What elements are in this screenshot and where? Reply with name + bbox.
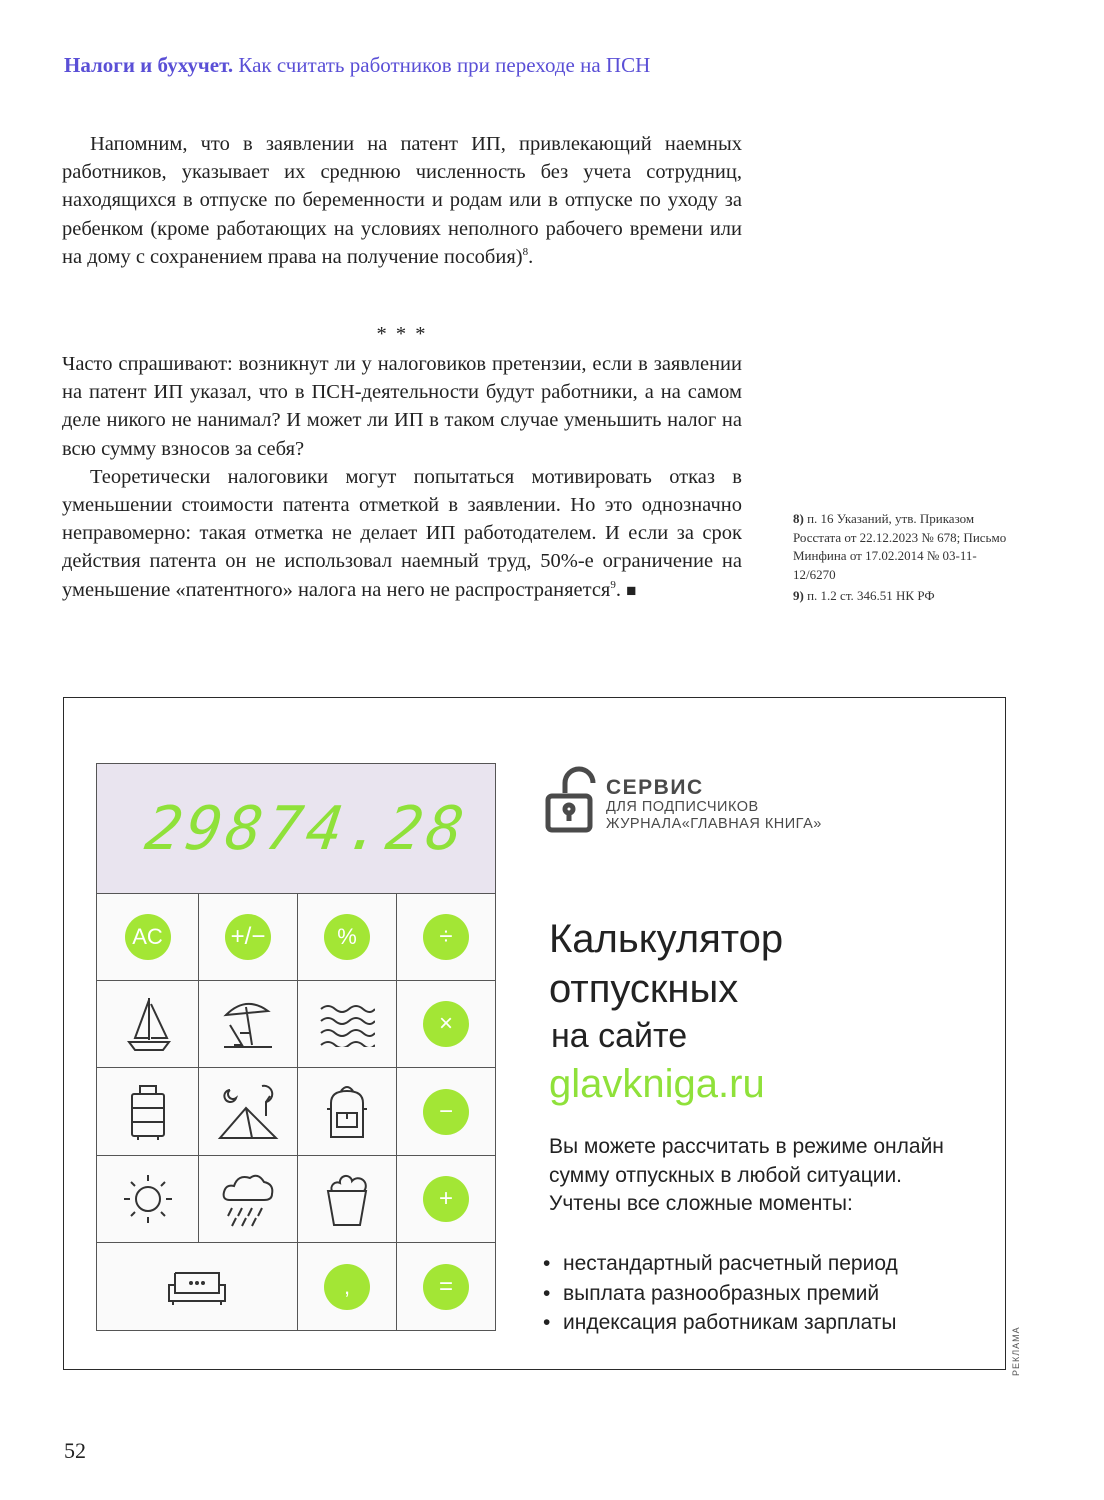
sofa-icon <box>97 1243 298 1330</box>
sailboat-icon <box>97 981 199 1068</box>
key-multiply[interactable]: × <box>397 981 495 1068</box>
ad-site-link[interactable]: glavkniga.ru <box>549 1062 765 1106</box>
article-text-bottom <box>62 350 742 605</box>
paragraph-2: Часто спрашивают: возникнут ли у налоговиков претензии, если в заявлении на патент ИП указал, что в ПСН-деятельности будут работники, а на самом деле никого не нанимал? И может ли ИП в таком случае уменьшить налог на всю сумму взносов за себя? <box>62 353 742 460</box>
footnotes <box>793 510 1008 609</box>
beach-umbrella-icon <box>199 981 298 1068</box>
calculator-display <box>97 764 495 894</box>
header-section: Налоги и бухучет. <box>64 53 234 77</box>
list-item: • выплата разнообразных премий <box>543 1279 898 1309</box>
footnote-9: 9) п. 1.2 ст. 346.51 НК РФ <box>793 588 935 603</box>
suitcase-icon <box>97 1068 199 1156</box>
page-number: 52 <box>64 1438 86 1463</box>
lock-icon <box>545 763 599 839</box>
service-title: СЕРВИС <box>606 776 704 799</box>
ad-bullet-list <box>543 1249 898 1338</box>
key-divide[interactable]: ÷ <box>397 893 495 981</box>
key-ac[interactable]: AC <box>97 893 199 981</box>
footnote-8: 8) п. 16 Указаний, утв. Приказом Росстата от 22.12.2023 № 678; Письмо Минфина от 17.02.2014 № 03-11-12/6270 <box>793 511 1007 582</box>
service-subtitle: ДЛЯ ПОДПИСЧИКОВ ЖУРНАЛА«ГЛАВНАЯ КНИГА» <box>606 799 822 832</box>
key-equals[interactable]: = <box>397 1243 495 1330</box>
ad-label: РЕКЛАМА <box>1011 1326 1021 1376</box>
key-minus[interactable]: − <box>397 1068 495 1156</box>
header-title: Как считать работников при переходе на ПСН <box>238 53 651 77</box>
rain-cloud-icon <box>199 1156 298 1243</box>
paragraph-3: Теоретически налоговики могут попытаться мотивировать отказ в уменьшении стоимости патента отметкой в заявлении. Но это однозначно неправомерно: такая отметка не делает ИП работодателем. И если за срок действия патента он не использовал наемный труд, 50%-е ограничение на уменьшение «патентного» налога на него не распространяется$^9$. ■ <box>62 465 742 601</box>
display-value: 29874.28 <box>141 794 472 864</box>
footnote-ref-8[interactable]: 8 <box>522 245 529 258</box>
ad-description: Вы можете рассчитать в режиме онлайн сумму отпускных в любой ситуации. Учтены все сложные моменты: <box>549 1135 944 1215</box>
sun-icon <box>97 1156 199 1243</box>
waves-icon <box>298 981 397 1068</box>
end-mark: ■ <box>626 580 637 600</box>
key-plus[interactable]: + <box>397 1156 495 1243</box>
calculator-keypad <box>97 893 495 1330</box>
bucket-icon <box>298 1156 397 1243</box>
article-text-top <box>62 130 742 271</box>
ad-headline: Калькулятор отпускных <box>549 917 784 1011</box>
running-header <box>64 53 964 78</box>
calculator-illustration <box>96 763 496 1331</box>
key-plus-minus[interactable]: +/− <box>199 893 298 981</box>
key-comma[interactable]: , <box>298 1243 397 1330</box>
list-item: • нестандартный расчетный период <box>543 1249 898 1279</box>
backpack-icon <box>298 1068 397 1156</box>
footnote-ref-9[interactable]: 9 <box>610 578 616 591</box>
paragraph-1: Напомним, что в заявлении на патент ИП, привлекающий наемных работников, указывает их среднюю численность без учета сотрудниц, находящихся в отпуске по беременности и родам или в отпуске по уходу за ребенком (кроме работающих на условиях неполного рабочего времени или на дому с сохранением права на получение пособия)$^8$. <box>62 133 742 268</box>
section-separator: * * * <box>376 323 428 345</box>
tent-icon <box>199 1068 298 1156</box>
list-item: • индексация работникам зарплаты <box>543 1308 898 1338</box>
key-percent[interactable]: % <box>298 893 397 981</box>
ad-on-site: на сайте <box>551 1017 688 1055</box>
